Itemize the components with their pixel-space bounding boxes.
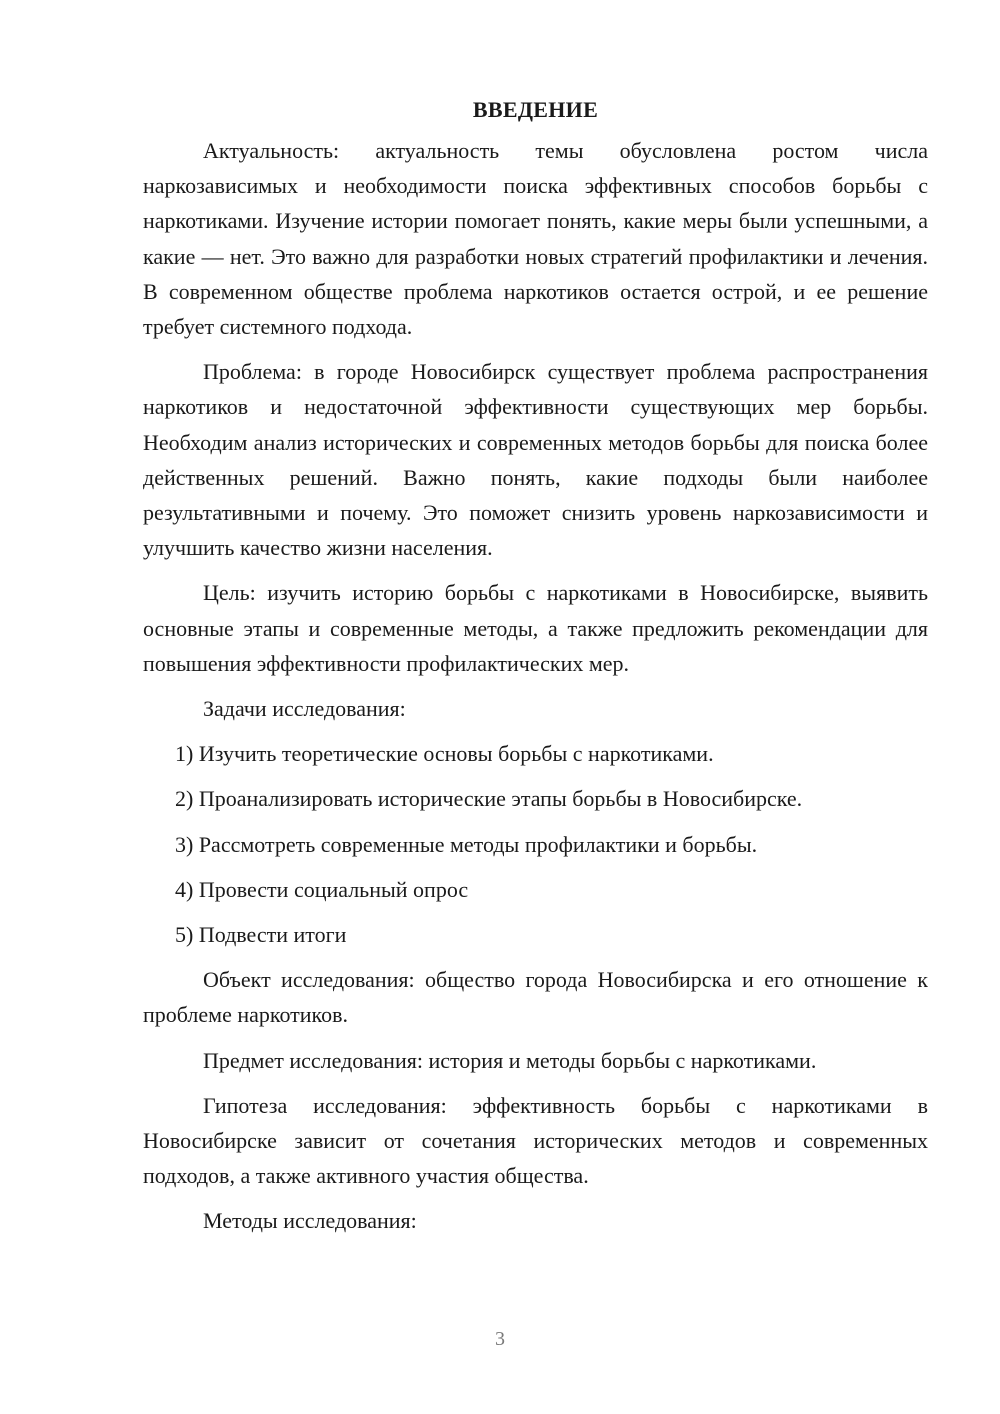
paragraph-goal: Цель: изучить историю борьбы с наркотиками в Новосибирске, выявить основные этапы и современные методы, а также предложить рекомендации для повышения эффективности профилактических мер. [143, 580, 928, 676]
paragraph-hypothesis: Гипотеза исследования: эффективность борьбы с наркотиками в Новосибирске зависит от сочетания исторических методов и современных подходов, а также активного участия общества. [143, 1092, 928, 1189]
tasks-label: Задачи исследования: [203, 696, 406, 722]
paragraph-object: Объект исследования: общество города Новосибирска и его отношение к проблеме наркотиков. [143, 967, 928, 1028]
list-item: 5) Подвести итоги [175, 922, 347, 948]
list-item: 1) Изучить теоретические основы борьбы с наркотиками. [175, 741, 714, 767]
list-item: 3) Рассмотреть современные методы профилактики и борьбы. [175, 831, 758, 857]
page-number: 3 [495, 1328, 505, 1350]
section-title: ВВЕДЕНИЕ [472, 97, 599, 122]
tasks-list [143, 736, 928, 952]
methods-label: Методы исследования: [203, 1208, 417, 1234]
list-item: 2) Проанализировать исторические этапы борьбы в Новосибирске. [175, 786, 803, 812]
document-page [143, 92, 928, 1249]
list-item: 4) Провести социальный опрос [175, 876, 469, 902]
paragraph-problem: Проблема: в городе Новосибирск существует проблема распространения наркотиков и недостаточной эффективности существующих мер борьбы. Необходим анализ исторических и современных методов борьбы для поиска более действенных решений. Важно понять, какие подходы были наиболее результативными и почему. Это поможет снизить уровень наркозависимости и улучшить качество жизни населения. [143, 359, 928, 561]
paragraph-relevance: Актуальность: актуальность темы обусловлена ростом числа наркозависимых и необходимости поиска эффективных способов борьбы с наркотиками. Изучение истории помогает понять, какие меры были успешными, а какие — нет. Это важно для разработки новых стратегий профилактики и лечения. В современном обществе проблема наркотиков остается острой, и ее решение требует системного подхода. [143, 138, 928, 340]
paragraph-subject: Предмет исследования: история и методы борьбы с наркотиками. [203, 1047, 817, 1073]
